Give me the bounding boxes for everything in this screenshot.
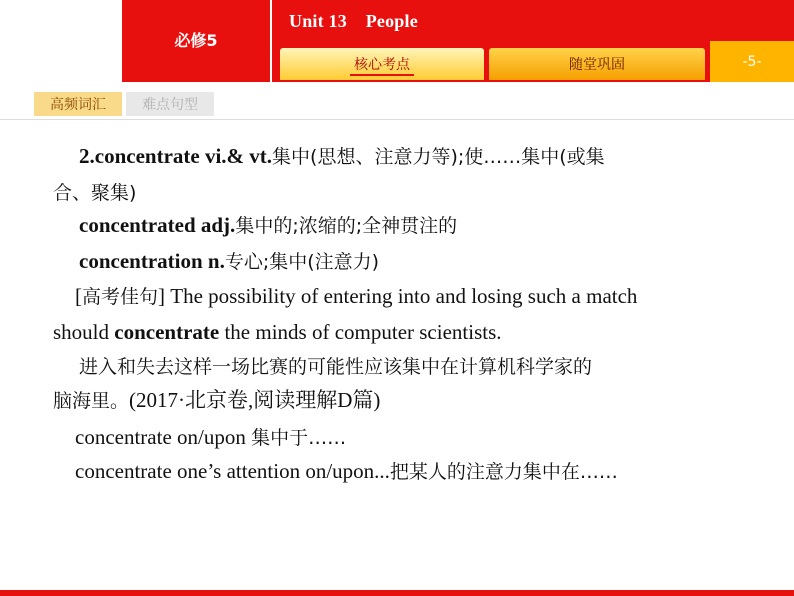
active-tab-underline (350, 74, 414, 76)
example-source: (2017·北京卷,阅读理解D篇) (129, 388, 381, 412)
phrase-2-en: concentrate one’s attention on/upon... (75, 459, 390, 483)
derivative-noun (79, 251, 379, 272)
headword-meaning-cont-text: 合、聚集) (53, 182, 137, 204)
example-en-pre: should (53, 320, 115, 344)
bottom-bar (0, 590, 794, 596)
divider (0, 119, 794, 120)
book-text: 必修5 (174, 30, 218, 50)
tab-practice-label: 随堂巩固 (569, 57, 625, 73)
unit-title: Unit 13 People (289, 11, 418, 31)
headword-meaning-cont (53, 182, 136, 203)
subtab-vocabulary-label: 高频词汇 (50, 97, 106, 113)
derivative-noun-meaning: 专心;集中(注意力) (224, 251, 380, 273)
headword-meaning: 集中(思想、注意力等);使……集中(或集 (272, 146, 605, 168)
example-translation (79, 356, 592, 377)
tab-practice[interactable] (489, 48, 705, 80)
subtab-vocabulary[interactable] (34, 92, 122, 116)
derivative-adj-meaning: 集中的;浓缩的;全神贯注的 (235, 215, 458, 237)
exam-quote-tag: 高考佳句 (82, 286, 159, 308)
derivative-adj (79, 215, 457, 236)
header-blank (0, 0, 122, 82)
phrase-2-cn: 把某人的注意力集中在…… (389, 461, 618, 483)
example-sentence-en (75, 286, 637, 307)
phrase-1-en: concentrate on/upon (75, 425, 252, 449)
page-number: -5- (710, 41, 794, 82)
subtab-sentences-label: 难点句型 (142, 97, 198, 113)
example-translation-cont (53, 390, 380, 411)
book-label (122, 0, 270, 82)
entry-headword (79, 146, 605, 167)
phrase-1-cn: 集中于…… (251, 427, 347, 449)
example-translation-text: 进入和失去这样一场比赛的可能性应该集中在计算机科学家的 (79, 356, 593, 378)
example-sentence-en-cont (53, 322, 502, 343)
phrase-1 (75, 427, 346, 448)
example-translation-end: 脑海里。 (53, 390, 130, 412)
phrase-2 (75, 461, 618, 482)
tab-core-points-label: 核心考点 (354, 57, 410, 73)
subtab-sentences[interactable] (126, 92, 214, 116)
tab-core-points[interactable] (280, 48, 484, 80)
example-keyword: concentrate (114, 320, 220, 344)
bracket-open: [ (75, 284, 82, 308)
example-en-part1: ] The possibility of entering into and losing such a match (158, 284, 638, 308)
derivative-noun-word: concentration n. (79, 249, 225, 273)
derivative-adj-word: concentrated adj. (79, 213, 236, 237)
example-en-post: the minds of computer scientists. (219, 320, 502, 344)
headword: 2.concentrate vi.& vt. (79, 144, 273, 168)
